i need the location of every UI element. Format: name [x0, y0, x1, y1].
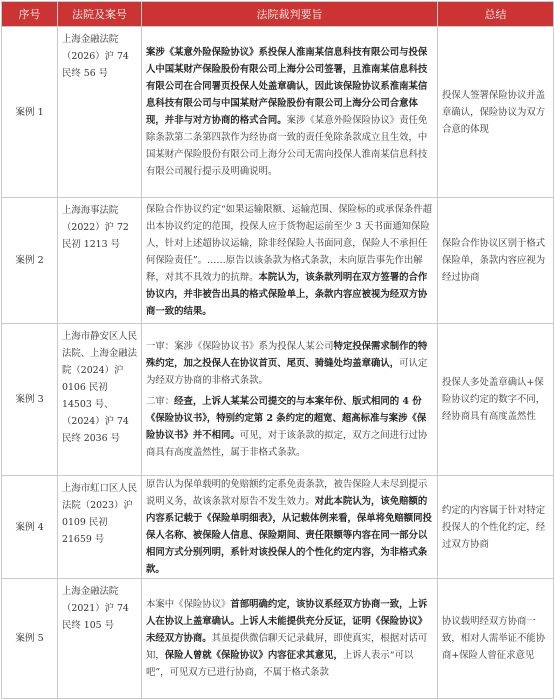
summary-text: 保险合作协议区别于格式保险单，条款内容应视为经过协商 [438, 198, 554, 324]
ruling-text [142, 27, 438, 198]
header-no: 序号 [2, 2, 58, 27]
summary-text: 协议载明经双方协商一致，相对人需举证不能协商+保险人曾征求意见 [438, 579, 554, 699]
ruling-plain: 可认定为经双方协商的非格式条款。 [146, 358, 428, 386]
ruling-bold: 本院认为，该条款列明在双方签署的合作协议内，并非被告出具的格式保险单上，条款内容应被视为经双方协商一致的结果。 [146, 272, 428, 317]
ruling-text [142, 579, 438, 699]
ruling-plain: 案涉《某意外险保险协议》责任免除条款第二条第四款作为经协商一致的责任免除条款成立且生效，中国某财产保险股份有限公司上海分公司无需向投保人淮南某信息科技有限公司履行提示及明确说明。 [146, 115, 428, 177]
table-row [2, 198, 554, 324]
header-summary: 总结 [438, 2, 554, 27]
ruling-text [142, 198, 438, 324]
table-header-row [2, 2, 554, 27]
case-table [1, 1, 554, 699]
ruling-bold: 对此本院认为，该免赔额的内容系记载于《保险单明细表》，从记载体例来看，保单将免赔额同投保人名称、被保险人信息、保险期间、责任限额等内容在同一部分以相同方式分别列明，系针对该投保人的个性化约定内容，为非格式条款。 [146, 496, 432, 575]
ruling-plain: 案涉《保险协议书》系为投保人某公司 [174, 341, 334, 352]
table-row [2, 476, 554, 579]
court-case-number: 上海市虹口区人民法院（2023）沪 0109 民初 21659 号 [58, 476, 142, 579]
ruling-second-instance [146, 393, 433, 461]
court-case-number: 上海金融法院（2021）沪 74 民终 105 号 [58, 579, 142, 699]
case-no: 案例 3 [2, 324, 58, 476]
table-row [2, 579, 554, 699]
ruling-plain: 保险合作协议约定“如果运输限额、运输范围、保险标的或承保条件超出本协议约定的范围，投保人应于货物起运前至少 3 天书面通知保险人，针对上述超协议运输，除非经保险人书面同意，保险人不承担任何保险责任”。……原告以该条款为格式条款，未向原告事先作出解释，对其不具效力的抗辩。 [146, 204, 433, 283]
court-case-number: 上海海事法院（2022）沪 72 民初 1213 号 [58, 198, 142, 324]
ruling-first-instance [146, 338, 433, 389]
summary-text: 投保人签署保险协议并盖章确认，保险协议为双方合意的体现 [438, 27, 554, 198]
ruling-bold: 经查，上诉人某某公司提交的与本案年份、版式相同的 4 份《保险协议书》，特别约定第 2 条约定的超宽、超高标准与案涉《保险协议书》并不相同。 [146, 396, 427, 441]
ruling-bold: 保险人曾就《保险协议》内容征求其意见， [164, 650, 343, 661]
case-no: 案例 5 [2, 579, 58, 699]
ruling-prefix: 一审： [146, 341, 175, 352]
ruling-bold: 首部明确约定，该协议系经双方协商一致，上诉人在协议上盖章确认。上诉人未能提供充分反证，证明《保险协议》未经双方协商。 [146, 599, 428, 644]
ruling-plain: 原告认为保单载明的免赔额约定系免责条款，被告保险人未尽到提示说明义务，故该条款对原告不发生效力。 [146, 479, 428, 507]
ruling-plain: 本案中《保险协议》 [146, 599, 231, 610]
case-no: 案例 2 [2, 198, 58, 324]
ruling-text [142, 476, 438, 579]
ruling-text [142, 324, 438, 476]
ruling-bold: 特定投保需求制作的特殊约定，加之投保人在协议首页、尾页、骑缝处均盖章确认， [146, 341, 428, 369]
case-no: 案例 4 [2, 476, 58, 579]
court-case-number: 上海市静安区人民法院、上海金融法院（2024）沪 0106 民初 14503 号、（2024）沪 74 民终 2036 号 [58, 324, 142, 476]
court-case-number: 上海金融法院（2026）沪 74 民终 56 号 [58, 27, 142, 198]
summary-text: 投保人多处盖章确认+保险协议约定的数字不同，经协商具有高度盖然性 [438, 324, 554, 476]
ruling-prefix: 二审： [146, 396, 175, 407]
ruling-plain: 上诉人表示“可以吧”，可见双方已进行协商，不属于格式条款 [146, 650, 414, 678]
case-no: 案例 1 [2, 27, 58, 198]
table-row [2, 324, 554, 476]
table-row [2, 27, 554, 198]
ruling-plain: 其虽提供微信聊天记录截屏，即使真实，根据对话可知， [146, 633, 428, 661]
summary-text: 约定的内容属于针对特定投保人的个性化约定，经过双方协商 [438, 476, 554, 579]
ruling-plain: 可见，对于该条款的拟定，双方之间进行过协商具有高度盖然性，属于非格式条款。 [146, 430, 428, 458]
ruling-bold: 案涉《某意外险保险协议》系投保人淮南某信息科技有限公司与投保人中国某财产保险股份有限公司上海分公司签署，且淮南某信息科技有限公司在合同署页投保人处盖章确认，因此该保险协议系淮南某信息科技有限公司与中国某财产保险股份有限公司上海分公司合意体现，并非与对方协商的格式合同。 [146, 47, 428, 126]
header-court: 法院及案号 [58, 2, 142, 27]
header-ruling: 法院裁判要旨 [142, 2, 438, 27]
